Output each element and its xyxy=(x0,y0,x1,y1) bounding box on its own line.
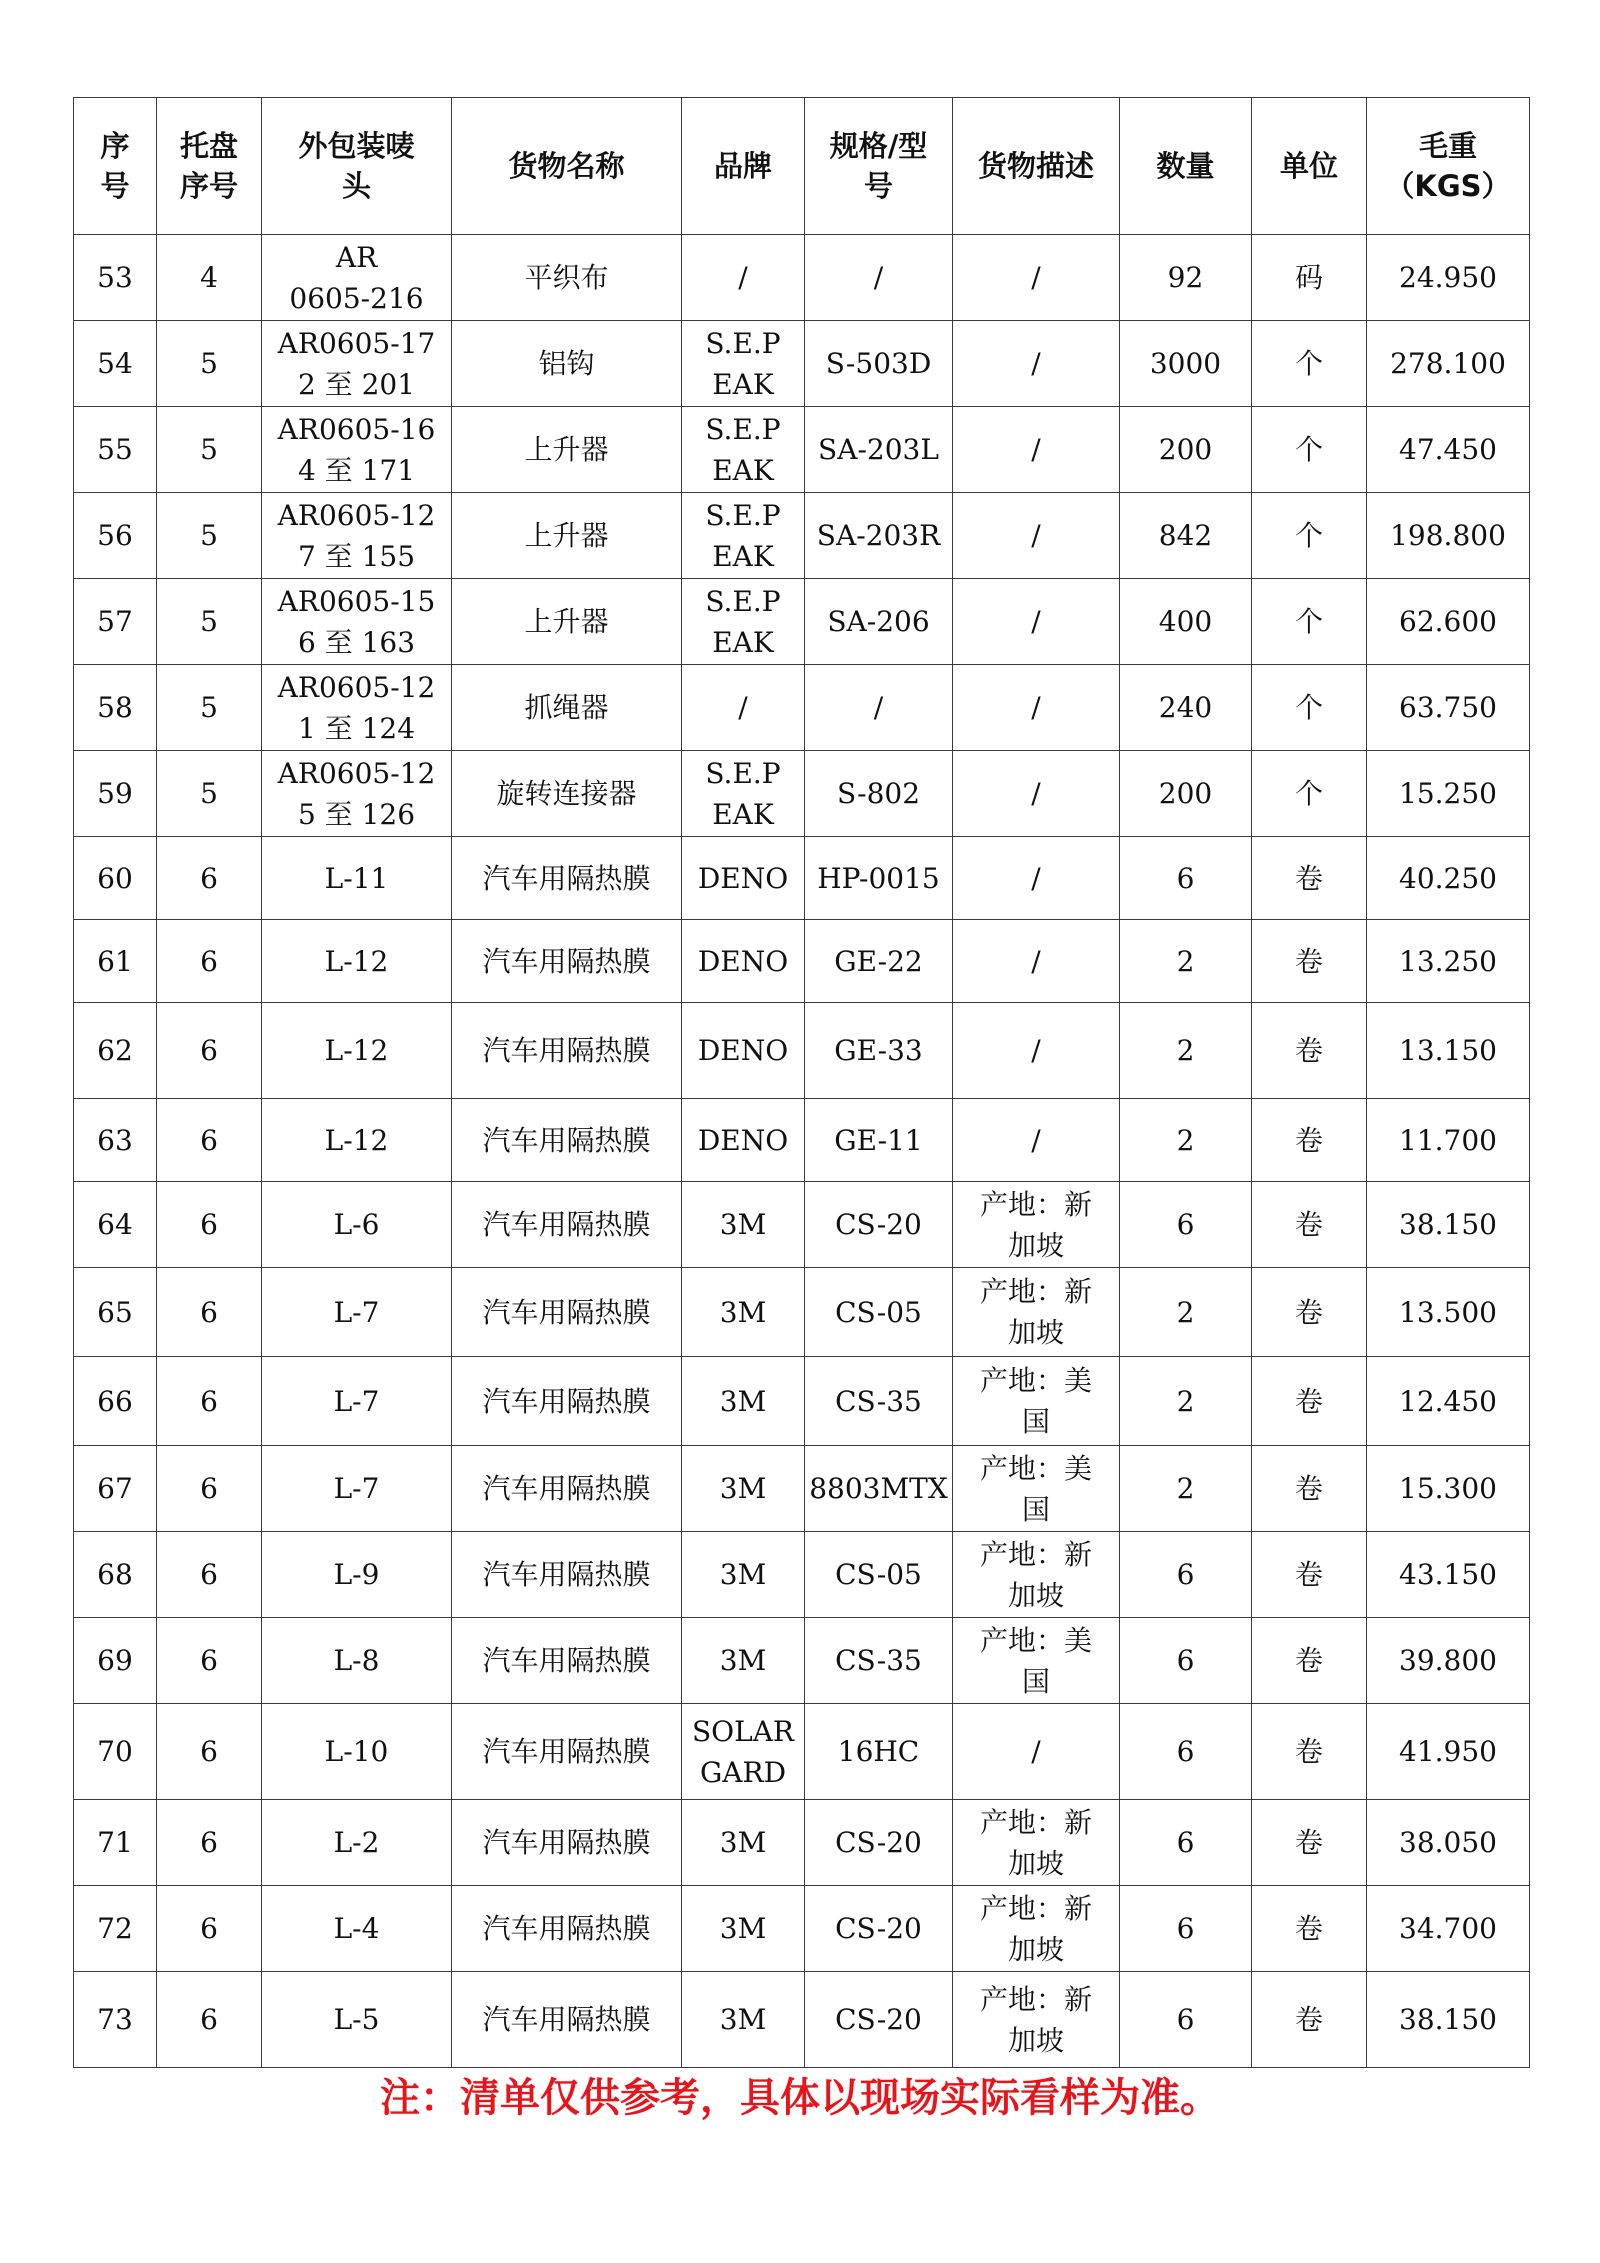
cell-pallet-seq: 4 xyxy=(157,235,262,321)
cell-pallet-seq: 6 xyxy=(157,920,262,1003)
cell-pallet-seq: 6 xyxy=(157,1886,262,1972)
table-row xyxy=(74,1099,1530,1182)
table-row xyxy=(74,1972,1530,2068)
cell-seq: 71 xyxy=(74,1800,157,1886)
cell-gross-weight: 62.600 xyxy=(1367,579,1530,665)
cell-gross-weight: 63.750 xyxy=(1367,665,1530,751)
cell-brand: 3M xyxy=(682,1618,805,1704)
header-gross-weight-label: 毛重 （KGS） xyxy=(1385,129,1511,203)
cell-gross-weight: 39.800 xyxy=(1367,1618,1530,1704)
header-quantity-label: 数量 xyxy=(1156,149,1215,183)
cell-shipping-mark: L-7 xyxy=(262,1268,452,1357)
cell-goods-name: 铝钩 xyxy=(452,321,682,407)
table-header-row xyxy=(74,98,1530,235)
cell-shipping-mark: AR0605-12 5 至 126 xyxy=(262,751,452,837)
table-row xyxy=(74,1003,1530,1099)
cell-quantity: 6 xyxy=(1120,1704,1252,1800)
cell-brand: 3M xyxy=(682,1972,805,2068)
table-row xyxy=(74,1446,1530,1532)
cargo-manifest-table xyxy=(73,97,1530,2068)
table-row xyxy=(74,493,1530,579)
cell-brand: 3M xyxy=(682,1268,805,1357)
cell-shipping-mark: L-8 xyxy=(262,1618,452,1704)
table-row xyxy=(74,665,1530,751)
cell-description: 产地：美 国 xyxy=(953,1618,1120,1704)
cell-unit: 卷 xyxy=(1252,837,1367,920)
cell-description: 产地：新 加坡 xyxy=(953,1800,1120,1886)
cell-brand: 3M xyxy=(682,1532,805,1618)
cell-quantity: 2 xyxy=(1120,1003,1252,1099)
table-row xyxy=(74,579,1530,665)
cell-seq: 58 xyxy=(74,665,157,751)
cell-goods-name: 汽车用隔热膜 xyxy=(452,920,682,1003)
cell-shipping-mark: AR0605-17 2 至 201 xyxy=(262,321,452,407)
table-row xyxy=(74,751,1530,837)
cell-shipping-mark: L-6 xyxy=(262,1182,452,1268)
table-row xyxy=(74,235,1530,321)
cell-brand: 3M xyxy=(682,1182,805,1268)
header-description xyxy=(953,98,1120,235)
cell-quantity: 6 xyxy=(1120,837,1252,920)
cell-spec-model: SA-206 xyxy=(805,579,953,665)
cell-gross-weight: 38.150 xyxy=(1367,1972,1530,2068)
cell-spec-model: CS-35 xyxy=(805,1357,953,1446)
cell-goods-name: 汽车用隔热膜 xyxy=(452,1446,682,1532)
cell-seq: 57 xyxy=(74,579,157,665)
cell-brand: S.E.P EAK xyxy=(682,579,805,665)
cell-description: / xyxy=(953,751,1120,837)
cell-unit: 卷 xyxy=(1252,1268,1367,1357)
cell-quantity: 842 xyxy=(1120,493,1252,579)
cell-spec-model: / xyxy=(805,235,953,321)
cell-unit: 个 xyxy=(1252,579,1367,665)
cell-spec-model: HP-0015 xyxy=(805,837,953,920)
cell-unit: 个 xyxy=(1252,751,1367,837)
cell-description: / xyxy=(953,493,1120,579)
cell-pallet-seq: 6 xyxy=(157,1268,262,1357)
cell-description: / xyxy=(953,1003,1120,1099)
cell-gross-weight: 38.150 xyxy=(1367,1182,1530,1268)
table-row xyxy=(74,920,1530,1003)
cell-seq: 66 xyxy=(74,1357,157,1446)
cell-unit: 卷 xyxy=(1252,1532,1367,1618)
cell-quantity: 92 xyxy=(1120,235,1252,321)
cell-description: / xyxy=(953,837,1120,920)
cell-brand: / xyxy=(682,235,805,321)
cell-brand: DENO xyxy=(682,1003,805,1099)
cell-spec-model: / xyxy=(805,665,953,751)
cell-shipping-mark: AR0605-12 1 至 124 xyxy=(262,665,452,751)
cell-shipping-mark: L-2 xyxy=(262,1800,452,1886)
cell-unit: 卷 xyxy=(1252,1003,1367,1099)
cell-seq: 64 xyxy=(74,1182,157,1268)
cell-seq: 56 xyxy=(74,493,157,579)
cell-shipping-mark: AR0605-12 7 至 155 xyxy=(262,493,452,579)
cell-spec-model: CS-35 xyxy=(805,1618,953,1704)
cell-spec-model: 16HC xyxy=(805,1704,953,1800)
cell-description: / xyxy=(953,1704,1120,1800)
cell-gross-weight: 41.950 xyxy=(1367,1704,1530,1800)
cell-seq: 55 xyxy=(74,407,157,493)
cell-gross-weight: 40.250 xyxy=(1367,837,1530,920)
cell-unit: 卷 xyxy=(1252,1446,1367,1532)
table-row xyxy=(74,1704,1530,1800)
cell-unit: 卷 xyxy=(1252,920,1367,1003)
cell-goods-name: 上升器 xyxy=(452,407,682,493)
cell-brand: / xyxy=(682,665,805,751)
cell-pallet-seq: 5 xyxy=(157,665,262,751)
cell-seq: 61 xyxy=(74,920,157,1003)
cell-gross-weight: 12.450 xyxy=(1367,1357,1530,1446)
cell-description: 产地：新 加坡 xyxy=(953,1886,1120,1972)
header-quantity xyxy=(1120,98,1252,235)
cell-spec-model: SA-203L xyxy=(805,407,953,493)
cell-pallet-seq: 5 xyxy=(157,321,262,407)
cell-unit: 卷 xyxy=(1252,1704,1367,1800)
cell-pallet-seq: 6 xyxy=(157,1618,262,1704)
cell-pallet-seq: 5 xyxy=(157,579,262,665)
cell-quantity: 6 xyxy=(1120,1618,1252,1704)
cell-goods-name: 汽车用隔热膜 xyxy=(452,1003,682,1099)
cell-spec-model: GE-33 xyxy=(805,1003,953,1099)
header-goods-name xyxy=(452,98,682,235)
cell-quantity: 200 xyxy=(1120,407,1252,493)
cell-shipping-mark: L-4 xyxy=(262,1886,452,1972)
cell-goods-name: 汽车用隔热膜 xyxy=(452,1618,682,1704)
cell-goods-name: 汽车用隔热膜 xyxy=(452,1972,682,2068)
cell-pallet-seq: 6 xyxy=(157,837,262,920)
table-body xyxy=(74,235,1530,2068)
cell-gross-weight: 43.150 xyxy=(1367,1532,1530,1618)
cell-spec-model: CS-20 xyxy=(805,1182,953,1268)
cell-pallet-seq: 6 xyxy=(157,1099,262,1182)
cell-goods-name: 汽车用隔热膜 xyxy=(452,837,682,920)
cell-unit: 个 xyxy=(1252,321,1367,407)
header-goods-name-label: 货物名称 xyxy=(508,149,625,183)
cell-unit: 卷 xyxy=(1252,1800,1367,1886)
header-seq xyxy=(74,98,157,235)
cell-shipping-mark: L-11 xyxy=(262,837,452,920)
cell-quantity: 2 xyxy=(1120,1268,1252,1357)
table-row xyxy=(74,407,1530,493)
cell-brand: 3M xyxy=(682,1886,805,1972)
cell-seq: 68 xyxy=(74,1532,157,1618)
cell-shipping-mark: L-10 xyxy=(262,1704,452,1800)
table-row xyxy=(74,1618,1530,1704)
cell-unit: 卷 xyxy=(1252,1099,1367,1182)
cell-gross-weight: 278.100 xyxy=(1367,321,1530,407)
cell-pallet-seq: 5 xyxy=(157,493,262,579)
cell-gross-weight: 34.700 xyxy=(1367,1886,1530,1972)
cell-seq: 67 xyxy=(74,1446,157,1532)
header-unit xyxy=(1252,98,1367,235)
header-shipping-mark xyxy=(262,98,452,235)
cell-unit: 卷 xyxy=(1252,1972,1367,2068)
cell-shipping-mark: AR0605-16 4 至 171 xyxy=(262,407,452,493)
cell-gross-weight: 198.800 xyxy=(1367,493,1530,579)
cell-goods-name: 上升器 xyxy=(452,493,682,579)
cell-unit: 码 xyxy=(1252,235,1367,321)
cell-seq: 60 xyxy=(74,837,157,920)
cell-brand: S.E.P EAK xyxy=(682,321,805,407)
cell-spec-model: SA-203R xyxy=(805,493,953,579)
cell-quantity: 6 xyxy=(1120,1800,1252,1886)
table-row xyxy=(74,1268,1530,1357)
cell-unit: 卷 xyxy=(1252,1886,1367,1972)
cell-brand: 3M xyxy=(682,1800,805,1886)
cell-description: 产地：美 国 xyxy=(953,1357,1120,1446)
cell-seq: 65 xyxy=(74,1268,157,1357)
cell-goods-name: 汽车用隔热膜 xyxy=(452,1886,682,1972)
cell-unit: 卷 xyxy=(1252,1618,1367,1704)
cell-seq: 62 xyxy=(74,1003,157,1099)
cell-gross-weight: 47.450 xyxy=(1367,407,1530,493)
header-spec-model-label: 规格/型 号 xyxy=(829,129,928,203)
cell-brand: S.E.P EAK xyxy=(682,493,805,579)
cell-shipping-mark: AR0605-15 6 至 163 xyxy=(262,579,452,665)
cell-quantity: 2 xyxy=(1120,1357,1252,1446)
header-description-label: 货物描述 xyxy=(977,149,1094,183)
cell-shipping-mark: L-12 xyxy=(262,1003,452,1099)
cell-spec-model: CS-20 xyxy=(805,1886,953,1972)
header-gross-weight xyxy=(1367,98,1530,235)
cell-brand: S.E.P EAK xyxy=(682,751,805,837)
cell-spec-model: 8803MTX xyxy=(805,1446,953,1532)
cell-spec-model: CS-20 xyxy=(805,1800,953,1886)
cell-description: 产地：美 国 xyxy=(953,1446,1120,1532)
cell-pallet-seq: 6 xyxy=(157,1800,262,1886)
cell-goods-name: 汽车用隔热膜 xyxy=(452,1532,682,1618)
table-row xyxy=(74,1800,1530,1886)
cell-quantity: 6 xyxy=(1120,1886,1252,1972)
cell-description: / xyxy=(953,235,1120,321)
cell-seq: 53 xyxy=(74,235,157,321)
cell-pallet-seq: 6 xyxy=(157,1357,262,1446)
cell-seq: 54 xyxy=(74,321,157,407)
cell-quantity: 6 xyxy=(1120,1532,1252,1618)
table-row xyxy=(74,321,1530,407)
cell-shipping-mark: L-12 xyxy=(262,920,452,1003)
cell-shipping-mark: L-12 xyxy=(262,1099,452,1182)
cell-seq: 59 xyxy=(74,751,157,837)
cell-shipping-mark: L-7 xyxy=(262,1446,452,1532)
header-spec-model xyxy=(805,98,953,235)
cell-shipping-mark: L-7 xyxy=(262,1357,452,1446)
cell-goods-name: 汽车用隔热膜 xyxy=(452,1704,682,1800)
cell-pallet-seq: 6 xyxy=(157,1182,262,1268)
cell-goods-name: 汽车用隔热膜 xyxy=(452,1268,682,1357)
cell-description: / xyxy=(953,920,1120,1003)
cell-goods-name: 抓绳器 xyxy=(452,665,682,751)
header-brand-label: 品牌 xyxy=(713,149,772,183)
cell-quantity: 3000 xyxy=(1120,321,1252,407)
cell-description: / xyxy=(953,407,1120,493)
cell-brand: S.E.P EAK xyxy=(682,407,805,493)
cell-brand: DENO xyxy=(682,1099,805,1182)
table-row xyxy=(74,837,1530,920)
cell-pallet-seq: 6 xyxy=(157,1446,262,1532)
cell-spec-model: GE-22 xyxy=(805,920,953,1003)
cell-quantity: 200 xyxy=(1120,751,1252,837)
cell-pallet-seq: 6 xyxy=(157,1532,262,1618)
cell-seq: 63 xyxy=(74,1099,157,1182)
cell-description: / xyxy=(953,321,1120,407)
cell-pallet-seq: 6 xyxy=(157,1704,262,1800)
cell-unit: 卷 xyxy=(1252,1357,1367,1446)
cell-shipping-mark: L-5 xyxy=(262,1972,452,2068)
cell-description: / xyxy=(953,1099,1120,1182)
cell-unit: 个 xyxy=(1252,665,1367,751)
header-unit-label: 单位 xyxy=(1279,149,1338,183)
cell-spec-model: GE-11 xyxy=(805,1099,953,1182)
cell-description: / xyxy=(953,665,1120,751)
cell-spec-model: CS-05 xyxy=(805,1532,953,1618)
cell-unit: 个 xyxy=(1252,493,1367,579)
cell-goods-name: 汽车用隔热膜 xyxy=(452,1800,682,1886)
cell-spec-model: CS-05 xyxy=(805,1268,953,1357)
cell-goods-name: 旋转连接器 xyxy=(452,751,682,837)
cell-shipping-mark: AR 0605-216 xyxy=(262,235,452,321)
cell-description: 产地：新 加坡 xyxy=(953,1182,1120,1268)
cell-pallet-seq: 6 xyxy=(157,1972,262,2068)
cell-gross-weight: 13.500 xyxy=(1367,1268,1530,1357)
cell-gross-weight: 13.250 xyxy=(1367,920,1530,1003)
cell-goods-name: 上升器 xyxy=(452,579,682,665)
cell-spec-model: CS-20 xyxy=(805,1972,953,2068)
cell-spec-model: S-503D xyxy=(805,321,953,407)
cell-gross-weight: 13.150 xyxy=(1367,1003,1530,1099)
cell-description: 产地：新 加坡 xyxy=(953,1532,1120,1618)
cell-gross-weight: 38.050 xyxy=(1367,1800,1530,1886)
cell-gross-weight: 24.950 xyxy=(1367,235,1530,321)
table-row xyxy=(74,1532,1530,1618)
cell-description: 产地：新 加坡 xyxy=(953,1972,1120,2068)
cell-quantity: 2 xyxy=(1120,1099,1252,1182)
cell-brand: SOLAR GARD xyxy=(682,1704,805,1800)
cell-seq: 72 xyxy=(74,1886,157,1972)
cell-spec-model: S-802 xyxy=(805,751,953,837)
cell-gross-weight: 11.700 xyxy=(1367,1099,1530,1182)
cell-description: 产地：新 加坡 xyxy=(953,1268,1120,1357)
cell-brand: DENO xyxy=(682,920,805,1003)
cell-quantity: 400 xyxy=(1120,579,1252,665)
cell-unit: 卷 xyxy=(1252,1182,1367,1268)
cell-description: / xyxy=(953,579,1120,665)
cell-unit: 个 xyxy=(1252,407,1367,493)
table-row xyxy=(74,1357,1530,1446)
cell-pallet-seq: 5 xyxy=(157,407,262,493)
cell-quantity: 240 xyxy=(1120,665,1252,751)
header-pallet-seq-label: 托盘 序号 xyxy=(179,129,238,203)
cell-brand: 3M xyxy=(682,1446,805,1532)
cell-pallet-seq: 6 xyxy=(157,1003,262,1099)
cell-gross-weight: 15.250 xyxy=(1367,751,1530,837)
header-brand xyxy=(682,98,805,235)
cell-quantity: 2 xyxy=(1120,920,1252,1003)
cell-seq: 73 xyxy=(74,1972,157,2068)
cell-goods-name: 汽车用隔热膜 xyxy=(452,1182,682,1268)
cell-quantity: 6 xyxy=(1120,1182,1252,1268)
cell-shipping-mark: L-9 xyxy=(262,1532,452,1618)
cell-quantity: 2 xyxy=(1120,1446,1252,1532)
cell-brand: DENO xyxy=(682,837,805,920)
header-pallet-seq xyxy=(157,98,262,235)
cell-goods-name: 汽车用隔热膜 xyxy=(452,1099,682,1182)
cell-brand: 3M xyxy=(682,1357,805,1446)
cell-gross-weight: 15.300 xyxy=(1367,1446,1530,1532)
cell-goods-name: 汽车用隔热膜 xyxy=(452,1357,682,1446)
disclaimer-note: 注：清单仅供参考，具体以现场实际看样为准。 xyxy=(380,2075,1220,2121)
cell-seq: 69 xyxy=(74,1618,157,1704)
cell-goods-name: 平织布 xyxy=(452,235,682,321)
cell-pallet-seq: 5 xyxy=(157,751,262,837)
cell-seq: 70 xyxy=(74,1704,157,1800)
cell-quantity: 6 xyxy=(1120,1972,1252,2068)
table-row xyxy=(74,1886,1530,1972)
header-seq-l0: 序 号 xyxy=(100,129,130,203)
header-shipping-mark-label: 外包装唛 头 xyxy=(298,129,415,203)
table-row xyxy=(74,1182,1530,1268)
